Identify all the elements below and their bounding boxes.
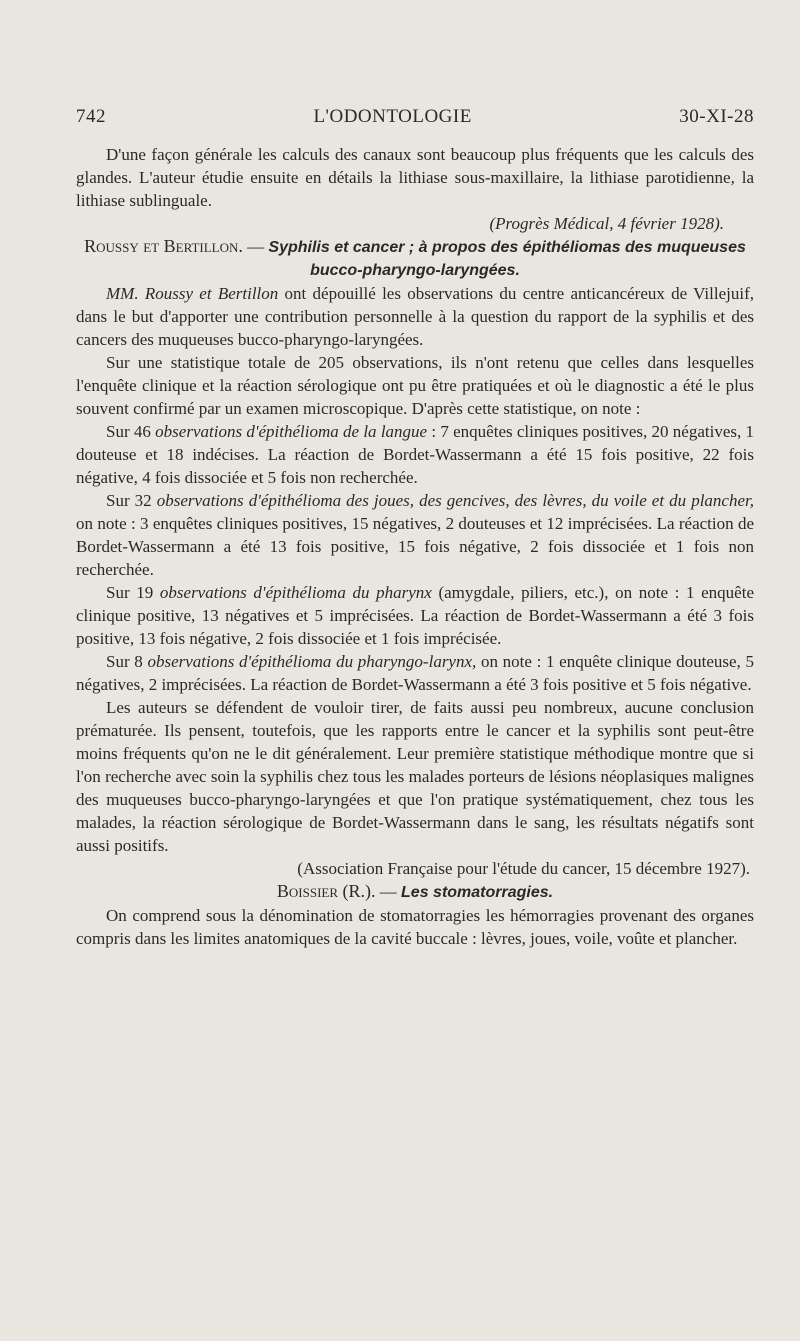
paragraph-pharyngo-larynx: [76, 650, 754, 696]
p46-text: : 7 enquêtes cliniques positives, 20 négatives, 1 douteuse et 18 indécises. La réaction de Bordet-Wassermann a été 15 fois positive, 22 fois négative, 4 fois dissociée et 5 fois non recherchée.: [76, 422, 754, 487]
p46-lead: Sur 46: [106, 422, 156, 441]
issue-date: 30-XI-28: [679, 106, 754, 127]
p32-text: on note : 3 enquêtes cliniques positives, 15 négatives, 2 douteuses et 12 imprécisées. La réaction de Bordet-Wassermann a été 13 fois positive, 15 fois négative, 2 fois dissociée et 1 fois non recherchée.: [76, 514, 754, 579]
article-authors: Roussy et Bertillon.: [84, 236, 243, 256]
p32-italic: observations d'épithélioma des joues, des gencives, des lèvres, du voile et du plancher,: [156, 491, 754, 510]
p32-lead: Sur 32: [106, 491, 157, 510]
paragraph-conclusion: Les auteurs se défendent de vouloir tirer, de faits aussi peu nombreux, aucune conclusion prématurée. Ils pensent, toutefois, que les rapports entre le cancer et la syphilis sont peut-être moins fréquents qu'on ne le dit généralement. Leur première statistique méthodique montre que si l'on recherche avec soin la syphilis chez tous les malades porteurs de lésions néoplasiques malignes des muqueuses bucco-pharyngo-laryngées et que l'on pratique systématiquement, chez tous les malades, la réaction sérologique de Bordet-Wassermann dans le sang, les résultats négatifs sont aussi positifs.: [76, 698, 754, 855]
source-progres-medical: (Progrès Médical, 4 février 1928).: [489, 214, 724, 233]
paragraph-langue: [76, 420, 754, 489]
article2-author: Boissier (R.).: [276, 881, 376, 901]
p8-italic: observations d'épithélioma du pharyngo-larynx,: [147, 652, 477, 671]
page-number: 742: [76, 106, 106, 127]
title2-dash: —: [375, 882, 402, 901]
paragraph-intro: [76, 282, 754, 351]
p46-italic: observations d'épithélioma de la langue: [155, 422, 428, 441]
body-text: [76, 143, 754, 950]
p19-lead: Sur 19: [106, 583, 160, 602]
source-association: (Association Française pour l'étude du cancer, 15 décembre 1927).: [297, 859, 750, 878]
paragraph-stomatorragies: On comprend sous la dénomination de stomatorragies les hémorragies provenant des organes compris dans les limites anatomiques de la cavité buccale : lèvres, joues, voile, voûte et plancher.: [76, 906, 754, 948]
p8-text: on note : 1 enquête clinique douteuse, 5 négatives, 2 imprécisées. La réaction de Bordet-Wassermann a été 3 fois positive et 5 fois négative.: [76, 652, 754, 694]
paragraph-joues: [76, 489, 754, 581]
journal-title: L'ODONTOLOGIE: [313, 106, 472, 127]
paragraph-statistique: Sur une statistique totale de 205 observations, ils n'ont retenu que celles dans lesquelles l'enquête clinique et la réaction sérologique ont pu être pratiquées et où le diagnostic a été le plus souvent confirmé par un examen microscopique. D'après cette statistique, on note :: [76, 353, 754, 418]
article-title-stomatorragies: [76, 880, 754, 904]
paragraph-pharynx: [76, 581, 754, 650]
p19-italic: observations d'épithélioma du pharynx: [159, 583, 432, 602]
article-heading: Syphilis et cancer ; à propos des épithéliomas des muqueuses bucco-pharyngo-laryngées.: [268, 239, 746, 279]
p19-text: (amygdale, piliers, etc.), on note : 1 enquête clinique positive, 13 négatives et 5 imprécisées. La réaction de Bordet-Wassermann a été 3 fois positive, 13 fois négative, 2 fois dissociée et 1 fois imprécisée.: [76, 583, 754, 648]
intro-text: ont dépouillé les observations du centre anticancéreux de Villejuif, dans le but d'apporter une contribution personnelle à la question du rapport de la syphilis et des cancers des muqueuses bucco-pharyngo-laryngées.: [76, 284, 754, 349]
p8-lead: Sur 8: [106, 652, 148, 671]
paragraph-calculs: D'une façon générale les calculs des canaux sont beaucoup plus fréquents que les calculs des glandes. L'auteur étudie ensuite en détails la lithiase sous-maxillaire, la lithiase parotidienne, la lithiase sublinguale.: [76, 145, 754, 210]
article-title-syphilis: [76, 235, 754, 282]
authors-italic: MM. Roussy et Bertillon: [106, 284, 279, 303]
article2-heading: Les stomatorragies.: [401, 884, 554, 901]
page-header: [76, 106, 754, 128]
title-dash: —: [242, 237, 269, 256]
